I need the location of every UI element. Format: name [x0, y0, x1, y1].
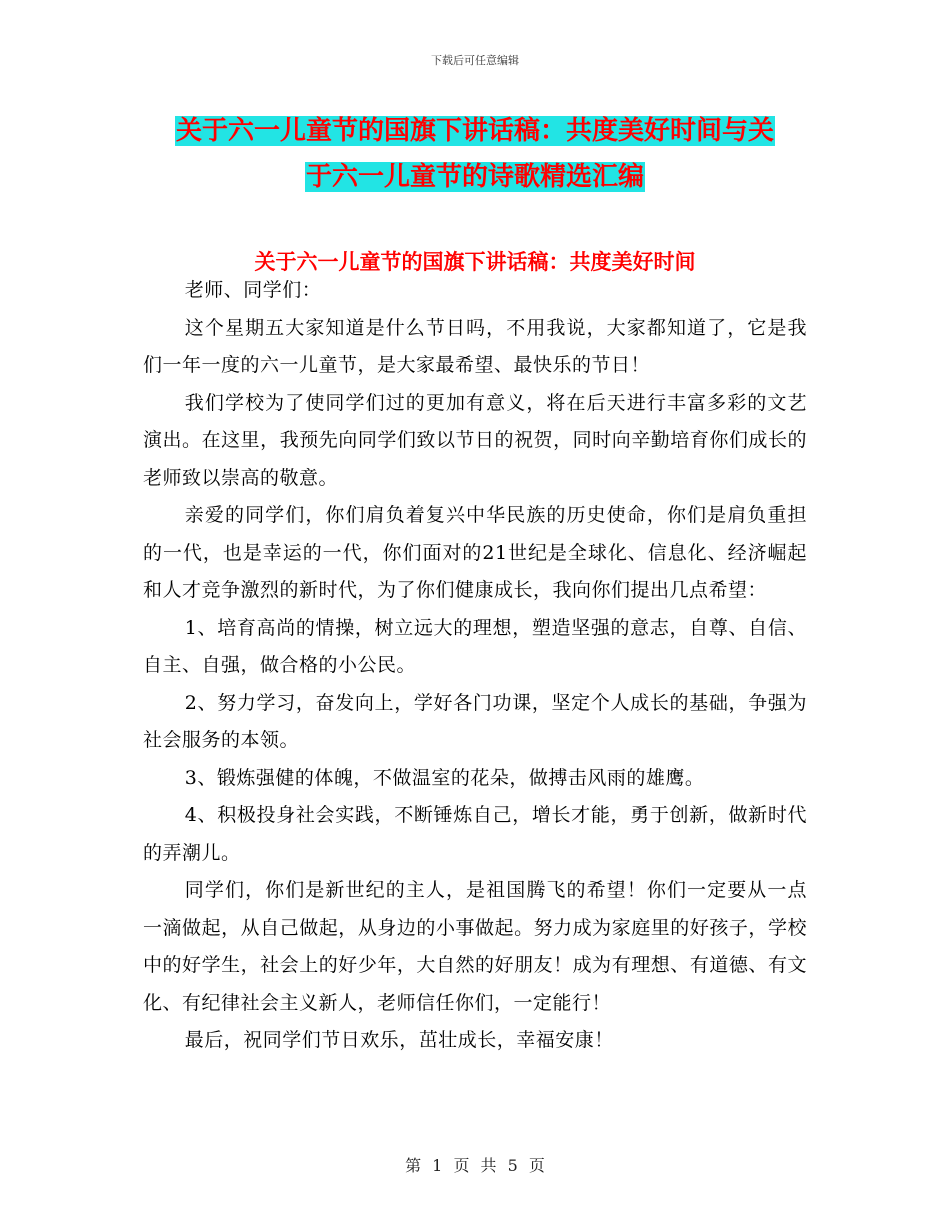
body-paragraph: 同学们，你们是新世纪的主人，是祖国腾飞的希望！你们一定要从一点一滴做起，从自己做起，从身边的小事做起。努力成为家庭里的好孩子，学校中的好学生，社会上的好少年，大自然的好朋友！成为有理想、有道德、有文化、有纪律社会主义新人，老师信任你们，一定能行！ [143, 879, 807, 1014]
salutation-paragraph: 老师、同学们： [184, 279, 322, 301]
document-body [143, 272, 807, 1060]
list-item-paragraph: 3、锻炼强健的体魄，不做温室的花朵，做搏击风雨的雄鹰。 [184, 766, 705, 789]
body-paragraph: 这个星期五大家知道是什么节日吗，不用我说，大家都知道了，它是我们一年一度的六一儿童节，是大家最希望、最快乐的节日！ [143, 316, 807, 376]
document-title-line-1: 关于六一儿童节的国旗下讲话稿：共度美好时间与关 [175, 116, 774, 146]
section-title: 关于六一儿童节的国旗下讲话稿：共度美好时间 [254, 250, 696, 274]
page-header-note: 下载后可任意编辑 [431, 54, 519, 67]
closing-paragraph: 最后，祝同学们节日欢乐，茁壮成长，幸福安康！ [184, 1029, 614, 1051]
list-item-paragraph: 4、积极投身社会实践，不断锤炼自己，增长才能，勇于创新，做新时代的弄潮儿。 [143, 804, 807, 864]
body-paragraph: 我们学校为了使同学们过的更加有意义，将在后天进行丰富多彩的文艺演出。在这里，我预先向同学们致以节日的祝贺，同时向辛勤培育你们成长的老师致以崇高的敬意。 [143, 391, 807, 489]
list-item-paragraph: 2、努力学习，奋发向上，学好各门功课，坚定个人成长的基础，争强为社会服务的本领。 [143, 691, 807, 751]
document-title [0, 108, 950, 200]
list-item-paragraph: 1、培育高尚的情操，树立远大的理想，塑造坚强的意志，自尊、自信、自主、自强，做合格的小公民。 [143, 616, 807, 676]
document-title-line-2: 于六一儿童节的诗歌精选汇编 [305, 162, 644, 192]
page-number: 第 1 页 共 5 页 [405, 1156, 545, 1175]
body-paragraph: 亲爱的同学们，你们肩负着复兴中华民族的历史使命，你们是肩负重担的一代，也是幸运的一代，你们面对的21世纪是全球化、信息化、经济崛起和人才竞争激烈的新时代，为了你们健康成长，我向你们提出几点希望： [143, 504, 807, 601]
